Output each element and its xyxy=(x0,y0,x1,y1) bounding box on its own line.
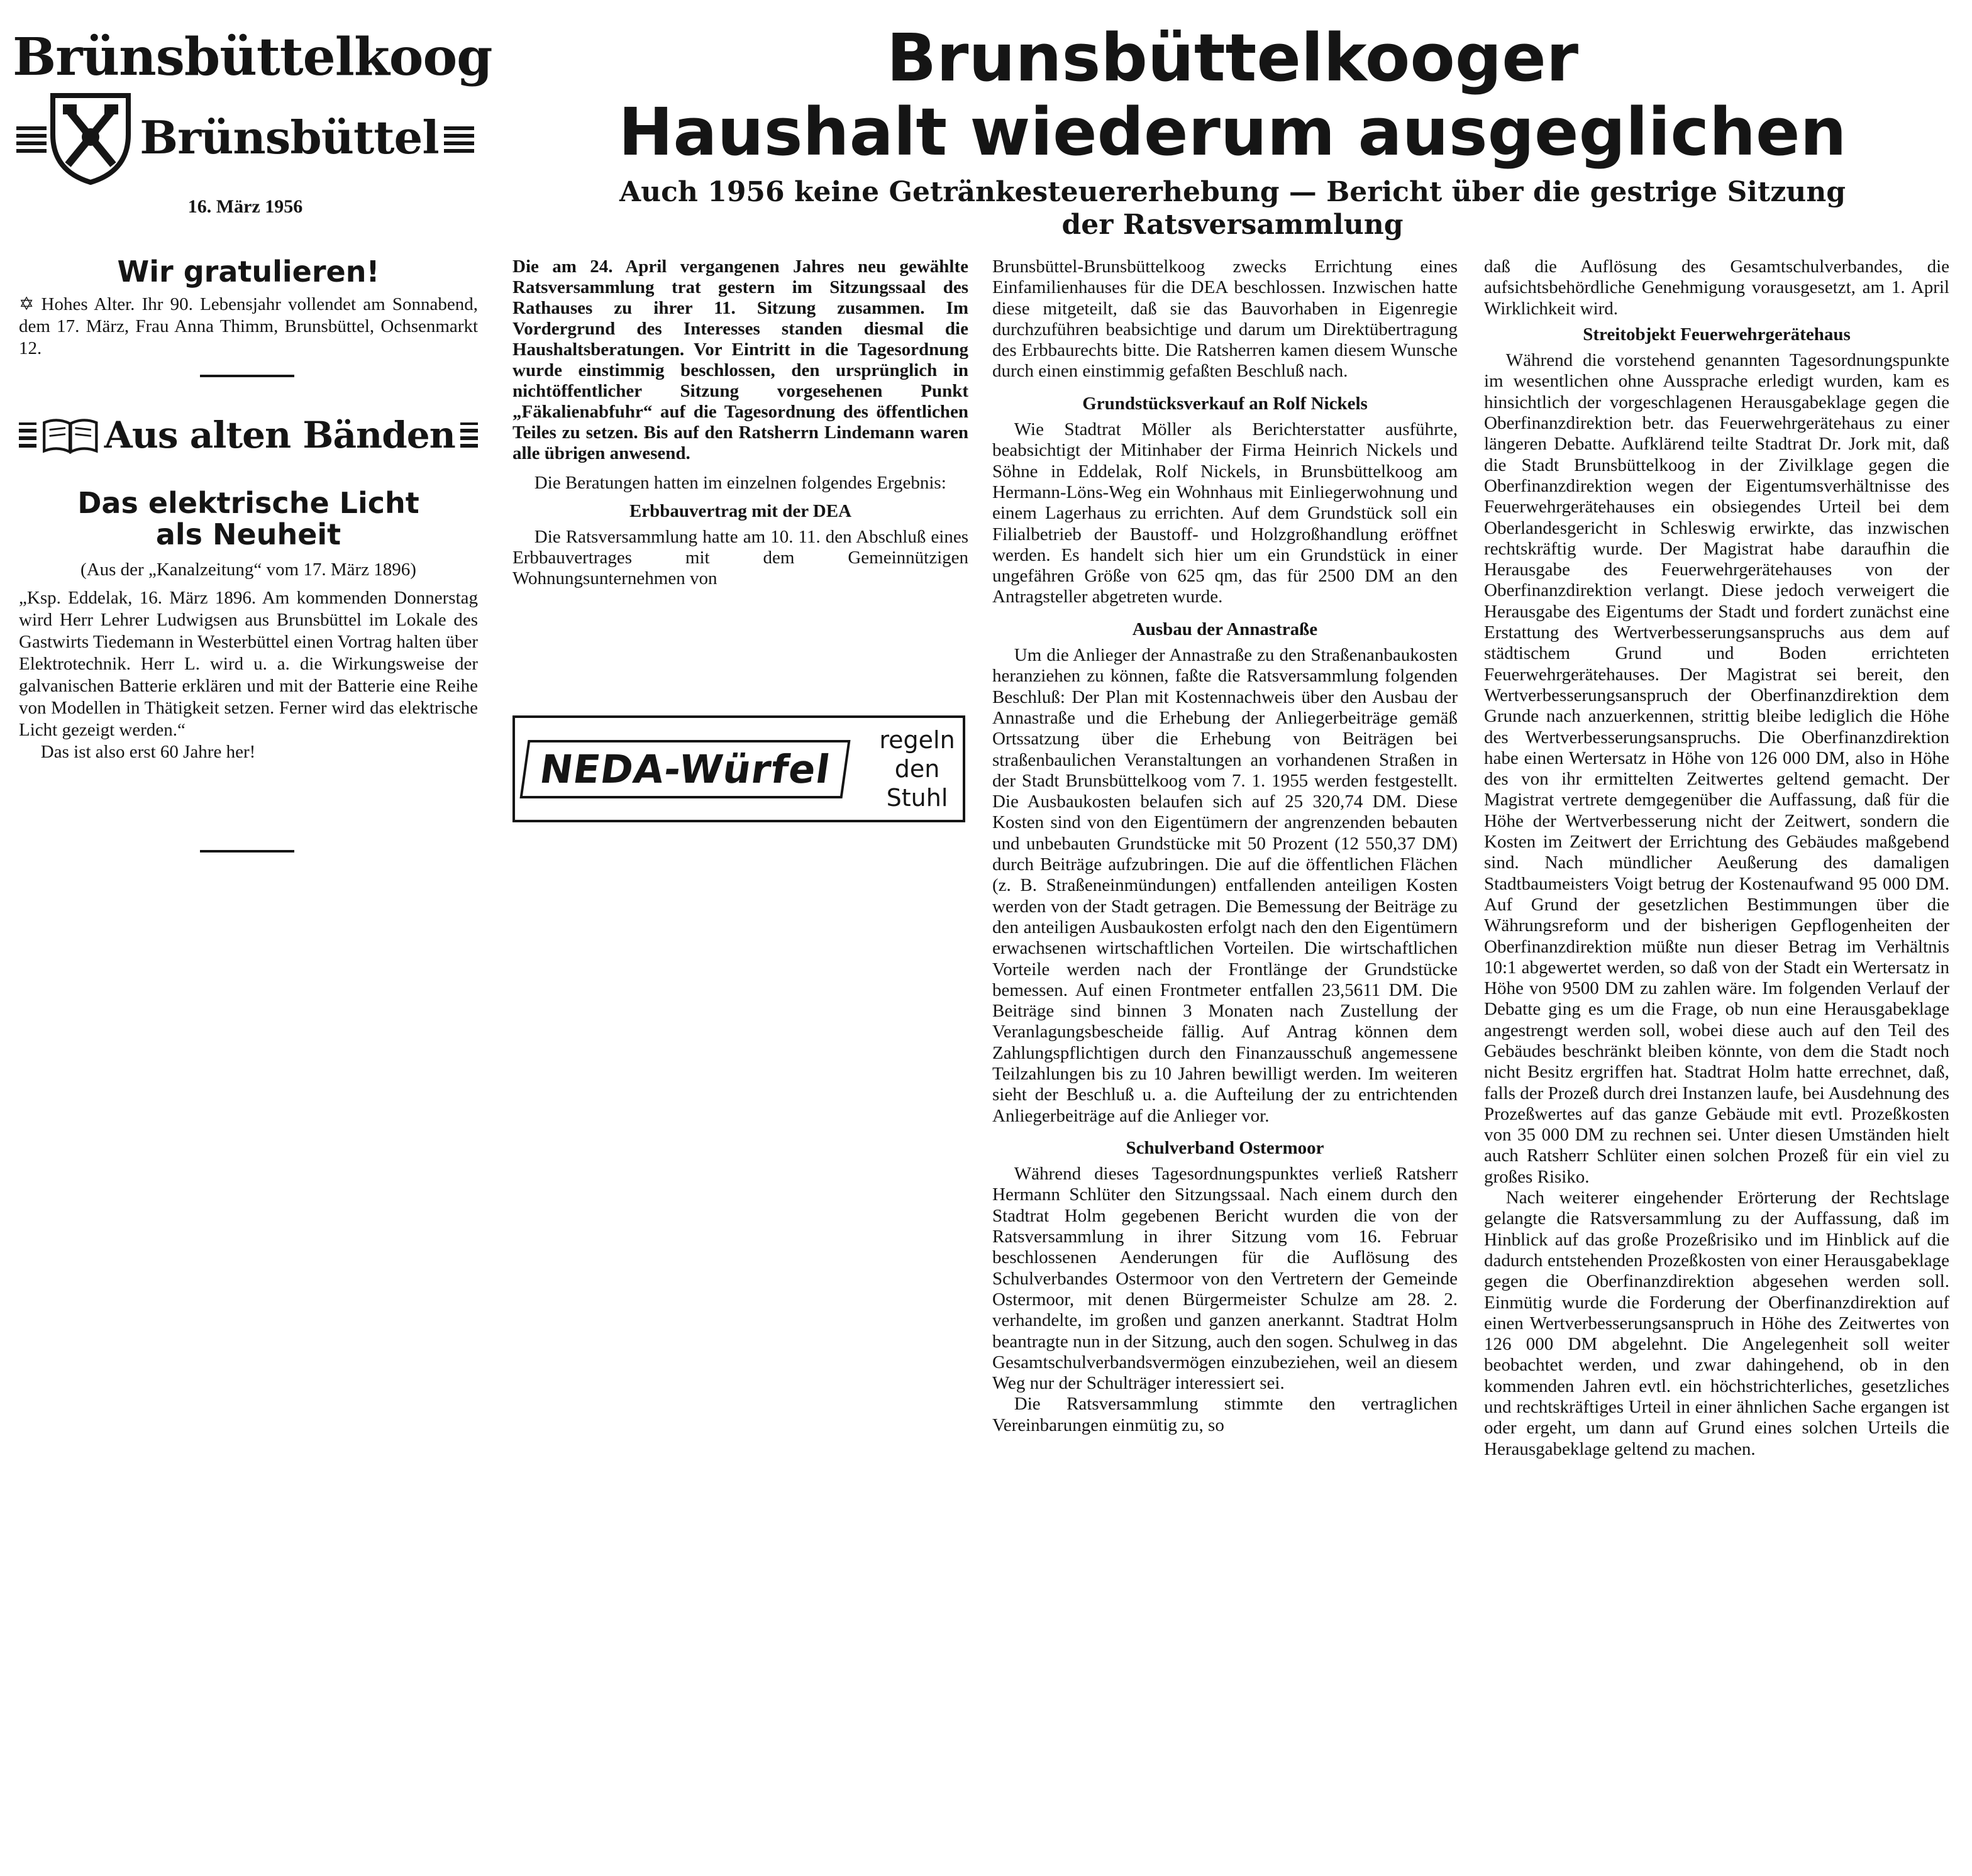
article-paragraph: Die Ratsversammlung hatte am 10. 11. den Abschluß eines Erbbauvertrages mit dem Gemeinnützigen Wohnungsunternehmen von xyxy=(512,527,968,588)
open-book-icon xyxy=(42,409,99,461)
gratulation-heading: Wir gratulieren! xyxy=(117,255,380,289)
rubric-stripes-left xyxy=(19,422,36,448)
neda-advertisement xyxy=(512,715,965,822)
article-column-3 xyxy=(1484,257,1949,1460)
subheading-feuerwehrgeraetehaus: Streitobjekt Feuerwehrgerätehaus xyxy=(1583,324,1851,345)
divider xyxy=(200,850,294,852)
article-lead: Die am 24. April vergangenen Jahres neu gewählte Ratsversammlung trat gestern im Sitzungssaal des Rathauses zu ihrer 11. Sitzung zusammen. Im Vordergrund des Interesses standen diesmal die Haushaltsberatungen. Vor Eintritt in die Tagesordnung wurde einstimmig beschlossen, den ursprünglich in nichtöffentlicher Sitzung vorgesehenen Punkt „Fäkalienabfuhr“ auf die Tagesordnung des öffentlichen Teiles zu setzen. Bis auf den Ratsherrn Lindemann waren alle übrigen anwesend. xyxy=(512,257,968,463)
ad-tagline-line2: den Stuhl xyxy=(886,755,948,812)
masthead-date: 16. März 1956 xyxy=(187,196,303,217)
headline-line2: Haushalt wiederum ausgeglichen xyxy=(618,94,1847,170)
subheadline-line1: Auch 1956 keine Getränkesteuererhebung — Bericht über die gestrige Sitzung xyxy=(619,176,1846,208)
history-rubric-label: Aus alten Bänden xyxy=(104,414,455,456)
banner-stripes-right xyxy=(444,123,474,153)
article-paragraph: Die Ratsversammlung stimmte den vertraglichen Vereinbarungen einmütig zu, so xyxy=(992,1394,1458,1435)
article-paragraph: Nach weiterer eingehender Erörterung der Rechtslage gelangte die Ratsversammlung zu der Auffassung, daß im Hinblick auf das große Prozeßrisiko und im Hinblick auf die dadurch entstehenden Prozeßkosten von einer Herausgabeklage gegen die Oberfinanzdirektion abgesehen werden soll. Einmütig wurde die Forderung der Oberfinanzdirektion auf einen Wertverbesserungsanspruch in Höhe des Zeitwertes von 126 000 DM abgelehnt. Die Angelegenheit soll weiter beobachtet werden, und zwar dahingehend, ob in den kommenden Jahren evtl. ein höchstrichterliches, gesetzliches und rechtskräftiges Urteil in einer ähnlichen Sache ergangen ist oder ergeht, um dann auf Grund eines solchen Urteils die Herausgabeklage geltend zu machen. xyxy=(1484,1188,1949,1459)
subheading-erbbauvertrag: Erbbauvertrag mit der DEA xyxy=(629,501,852,521)
gratulation-text: ✡ Hohes Alter. Ihr 90. Lebensjahr vollendet am Sonnabend, dem 17. März, Frau Anna Thimm, Brunsbüttel, Ochsenmarkt 12. xyxy=(19,294,478,358)
article-column-2 xyxy=(992,257,1458,1436)
masthead-title-line2: Brünsbüttel xyxy=(140,111,439,164)
article-paragraph: Während die vorstehend genannten Tagesordnungspunkte im wesentlichen ohne Aussprache erledigt wurden, kam es hinsichtlich der vorgeschlagenen Herausgabeklage gegen die Oberfinanzdirektion betr. das Feuerwehrgerätehaus zu einer längeren Debatte. Aufklärend teilte Stadtrat Dr. Jork mit, daß die Stadt Brunsbüttelkoog in der Zivilklage gegen die Oberfinanzdirektion wegen der Eigentumsverhältnisse des Feuerwehrgerätehauses ein obsiegendes Urteil bei dem Oberlandesgericht in Schleswig erwirkte, das inzwischen rechtskräftig wurde. Der Magistrat habe daraufhin die Herausgabe des Feuerwehrgerätehauses von der Oberfinanzdirektion verlangt. Diese jedoch verweigert die Herausgabe des Eigentums der Stadt und fordert zunächst eine Erstattung des Wertverbesserungsanspruchs aus dem auf städtischem Grund und Boden errichteten Feuerwehrgerätehauses. Der Magistrat sei bereit, den Wertverbesserungsanspruch der Oberfinanzdirektion dem Grunde nach anzuerkennen, strittig bleibe lediglich die Höhe des Wertverbesserungsanspruchs. Die Oberfinanzdirektion habe einen Wertersatz in Höhe von 126 000 DM, also in Höhe des von ihr ermittelten Zeitwertes geltend gemacht. Der Magistrat vertrete demgegenüber die Auffassung, daß für die Höhe der Wertverbesserung nicht der Zeitwert, sondern die Kosten im Zeitwert der Errichtung des Gebäudes maßgebend sind. Nach mündlicher Aeußerung des damaligen Stadtbaumeisters Voigt betrug der Kostenaufwand 95 000 DM. Auf Grund der gesetzlichen Bestimmungen über die Währungsreform und der bisherigen Gepflogenheiten der Oberfinanzdirektion müßte nun dieser Betrag im Verhältnis 10:1 abgewertet werden, so daß von der Stadt ein Wertersatz in Höhe von 9500 DM zu zahlen wäre. Im folgenden Verlauf der Debatte ging es um die Frage, ob nun eine Herausgabeklage angestrengt werden soll, wobei diese auch auf den Teil des Gebäudes beschränkt bleiben könnte, von dem die Stadt noch nicht Besitz ergriffen hat. Stadtrat Holm hatte errechnet, daß, falls der Prozeß durch drei Instanzen laufe, bei Ausdehnung des Prozeßwertes auf das ganze Gebäude mit evtl. Prozeßkosten von 35 000 DM zu rechnen sei. Unter diesen Umständen hielt auch Ratsherr Schlüter einen solchen Prozeß für ein viel zu großes Risiko. xyxy=(1484,350,1949,1187)
masthead-title-line1: Brünsbüttelkoog xyxy=(13,27,492,87)
banner-stripes-left xyxy=(16,123,47,153)
masthead xyxy=(13,27,492,218)
headline-line1: Brunsbüttelkooger xyxy=(886,19,1579,96)
history-title-line1: Das elektrische Licht xyxy=(77,486,419,520)
history-source: (Aus der „Kanalzeitung“ vom 17. März 1896) xyxy=(80,560,416,580)
history-rubric xyxy=(19,409,478,461)
article-paragraph: Die Beratungen hatten im einzelnen folgendes Ergebnis: xyxy=(534,473,946,493)
subheading-grundstuecksverkauf: Grundstücksverkauf an Rolf Nickels xyxy=(1082,393,1368,414)
coat-of-arms-icon xyxy=(47,91,135,185)
history-body: „Ksp. Eddelak, 16. März 1896. Am kommenden Donnerstag wird Herr Lehrer Ludwigsen aus Brunsbüttel im Lokale des Gastwirts Tiedemann in Westerbüttel einen Vortrag halten über Elektrotechnik. Herr L. wird u. a. die Wirkungsweise der galvanischen Batterie erklären und mit der Batterie eine Reihe von Modellen in Thätigkeit setzen. Ferner wird das elektrische Licht gezeigt werden.“ xyxy=(19,588,478,740)
history-title-line2: als Neuheit xyxy=(155,517,341,551)
article-paragraph: daß die Auflösung des Gesamtschulverbandes, die aufsichtsbehördliche Genehmigung vorausgesetzt, am 1. April Wirklichkeit wird. xyxy=(1484,257,1949,319)
subheadline-line2: der Ratsversammlung xyxy=(1061,209,1404,241)
subheading-annastrasse: Ausbau der Annastraße xyxy=(1132,619,1318,639)
history-article xyxy=(19,487,478,763)
ad-tagline-line1: regeln xyxy=(879,726,955,754)
article-paragraph: Während dieses Tagesordnungspunktes verließ Ratsherr Hermann Schlüter den Sitzungssaal. Nach einem durch den Stadtrat Holm gegebenen Bericht wurden die von der Ratsversammlung in ihrer Sitzung vom 16. Februar beschlossenen Aenderungen für die Auflösung des Schulverbandes Ostermoor von den Vertretern der Gemeinde Ostermoor, mit denen Bürgermeister Schulze am 28. 2. verhandelte, im großen und ganzen anerkannt. Stadtrat Holm beantragte nun in der Sitzung, auch den sogen. Schulweg in das Gesamtschulverbandsvermögen einzubeziehen, weil an diesem Weg nur der Schulträger interessiert sei. xyxy=(992,1164,1458,1394)
divider xyxy=(200,375,294,377)
ad-tagline xyxy=(872,726,963,812)
article-paragraph: Um die Anlieger der Annastraße zu den Straßenanbaukosten heranziehen zu können, faßte die Ratsversammlung folgenden Beschluß: Der Plan mit Kostennachweis über den Ausbau der Annastraße und die Erhebung der Anliegerbeiträge gemäß Ortssatzung über die Erhebung von Beiträgen bei straßenbaulichen Veranstaltungen an vorhandenen Straßen in der Stadt Brunsbüttelkoog vom 7. 1. 1955 werden festgestellt. Die Ausbaukosten belaufen sich auf 25 320,74 DM. Diese Kosten sind von den Eigentümern der angrenzenden bebauten und unbebauten Grundstücke mit 50 Prozent (12 550,37 DM) durch Beiträge aufzubringen. Die auf die öffentlichen Flächen (z. B. Straßeneinmündungen) entfallenden anteiligen Kosten werden von der Stadt getragen. Die Bemessung der Beiträge zu den anteiligen Ausbaukosten erfolgt nach den den Eigentümern erwachsenen wirtschaftlichen Vorteilen. Die wirtschaftlichen Vorteile werden nach der Frontlänge der Grundstücke bemessen. Auf einen Frontmeter entfallen 23,5611 DM. Die Beiträge sind binnen 3 Monaten nach Zustellung der Veranlagungsbescheide fällig. Auf Antrag können dem Zahlungspflichtigen durch den Finanzausschuß angemessene Teilzahlungen bis zu 10 Jahren bewilligt werden. Im weiteren sieht der Beschluß u. a. die Aufteilung der zu entrichtenden Anliegerbeiträge auf die Anlieger vor. xyxy=(992,645,1458,1126)
article-paragraph: Brunsbüttel-Brunsbüttelkoog zwecks Errichtung eines Einfamilienhauses für die DEA beschlossen. Inzwischen hatte diese mitgeteilt, daß sie das Bauvorhaben in Eigenregie durchzuführen beabsichtige und darum um Direktübertragung des Erbbaurechts bitte. Die Ratsherren kamen diesem Wunsche durch einen einstimmig gefaßten Beschluß nach. xyxy=(992,257,1458,382)
article-column-1 xyxy=(512,257,968,589)
neda-logo: NEDA-Würfel xyxy=(519,740,850,798)
rubric-stripes-right xyxy=(460,422,478,448)
article-paragraph: Wie Stadtrat Möller als Berichterstatter ausführte, beabsichtigt der Mitinhaber der Firma Heinrich Nickels und Söhne in Eddelak, Rolf Nickels, in Brunsbüttelkoog am Hermann-Löns-Weg ein Wohnhaus mit Einliegerwohnung und einem Lagerhaus zu errichten. Auf dem Grundstück soll ein Filialbetrieb der Baustoff- und Holzgroßhandlung eröffnet werden. Es handelt sich hier um ein Grundstück in einer ungefähren Größe von 625 qm, das für 2500 DM an den Antragsteller abgetreten wurde. xyxy=(992,419,1458,607)
subheading-schulverband: Schulverband Ostermoor xyxy=(1126,1137,1324,1158)
left-column xyxy=(19,255,478,360)
masthead-banner xyxy=(13,91,478,185)
history-closing: Das ist also erst 60 Jahre her! xyxy=(40,742,256,762)
